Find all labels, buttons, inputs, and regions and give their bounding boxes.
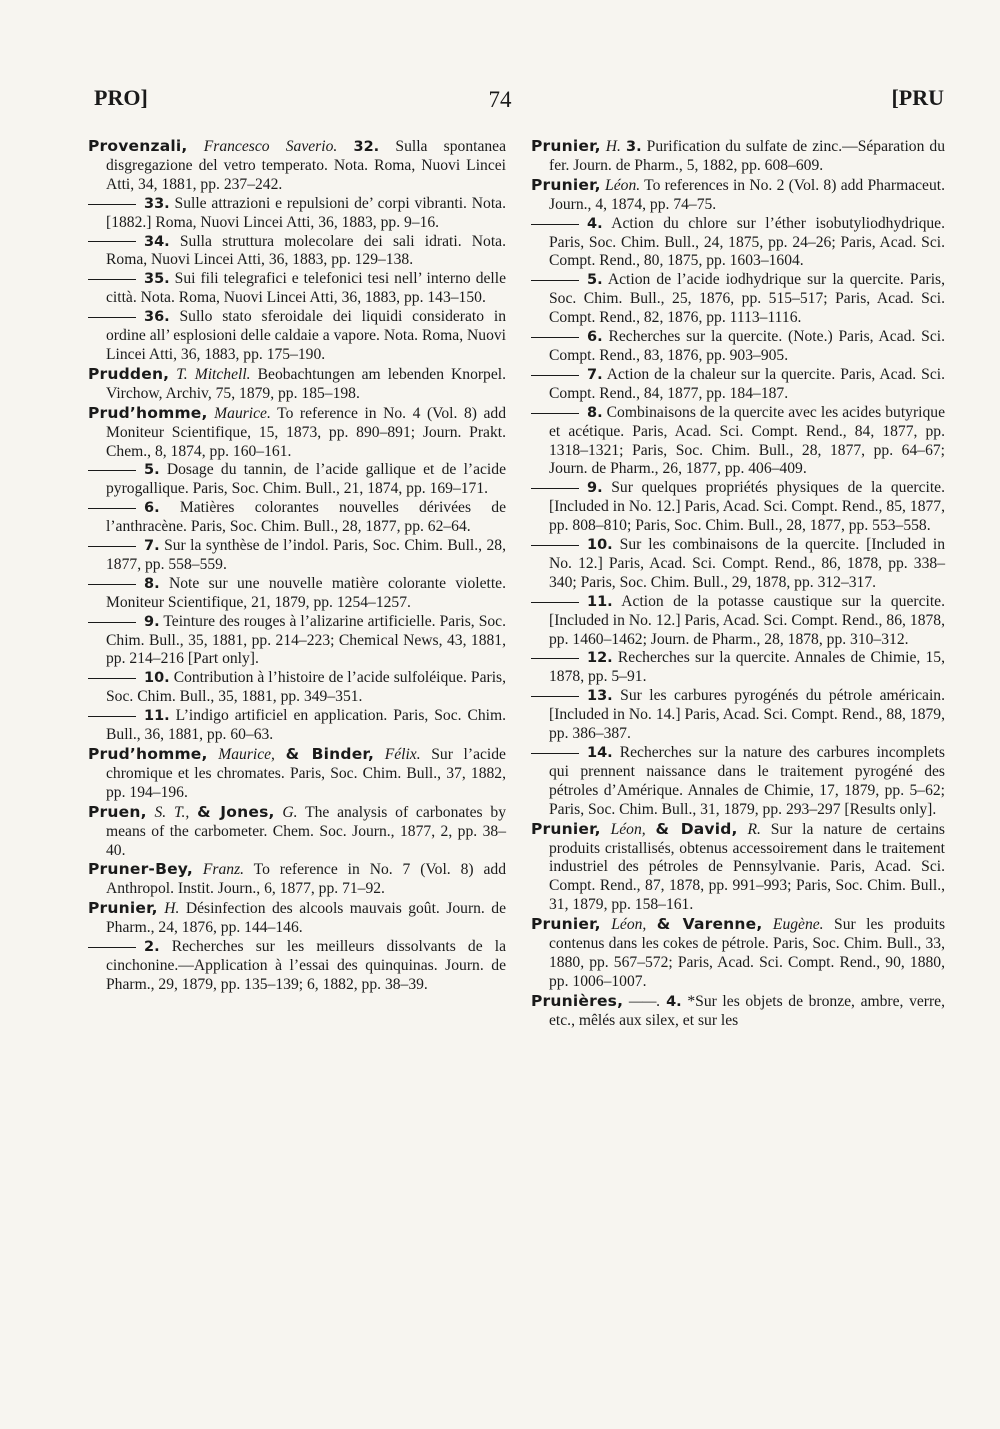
author-entry	[88, 404, 506, 462]
entry-text: Matières colorantes nouvelles dérivées de l’anthracène. Paris, Soc. Chim. Bull., 28, 1877, pp. 62–64.	[106, 499, 506, 536]
entry-number: 35.	[144, 271, 170, 288]
ditto-dash	[88, 470, 136, 471]
ditto-dash	[531, 488, 579, 489]
entry-number: 7.	[144, 538, 160, 555]
ditto-dash	[531, 337, 579, 338]
author-given-name: S. T.,	[154, 803, 190, 821]
entry-number: 9.	[587, 480, 603, 497]
sub-entry	[531, 328, 945, 366]
author-name: Prunier,	[88, 899, 158, 918]
entry-text: L’indigo artificiel en application. Paris, Soc. Chim. Bull., 36, 1881, pp. 60–63.	[106, 707, 506, 744]
author-name: Prud’homme,	[88, 403, 208, 422]
coauthor-name: & David,	[655, 819, 738, 838]
author-name: Prudden,	[88, 364, 170, 383]
entry-number: 5.	[587, 272, 603, 289]
sub-entry	[531, 649, 945, 687]
entry-text: Sulla spontanea disgregazione del vetro temperato. Nota. Roma, Nuovi Lincei Atti, 34, 1881, pp. 237–242.	[106, 138, 507, 193]
coauthor-name: & Jones,	[197, 802, 275, 821]
entry-number: 34.	[144, 233, 170, 250]
author-name: Prunier,	[531, 915, 601, 934]
author-entry	[88, 745, 506, 803]
entry-number: 9.	[144, 613, 160, 630]
ditto-dash	[531, 658, 579, 659]
author-given-name: Léon,	[610, 820, 646, 838]
entry-text: Beobachtungen am lebenden Knorpel. Virchow, Archiv, 75, 1879, pp. 185–198.	[106, 365, 507, 402]
sub-entry	[88, 537, 506, 575]
entry-text: Sulla struttura molecolare dei sali idrati. Nota. Roma, Nuovi Lincei Atti, 36, 1883, pp. 129–138.	[106, 232, 506, 269]
sub-entry	[88, 195, 506, 233]
author-given-name: Léon,	[611, 916, 647, 934]
entry-number: 14.	[587, 745, 613, 761]
author-entry	[531, 820, 945, 916]
entry-text: Combinaisons de la quercite avec les acides butyrique et acétique. Paris, Acad. Sci. Compt. Rend., 84, 1877, pp. 1318–1321; Paris, Soc. Chim. Bull., 28, 1877, pp. 64–67; Journ. de Pharm., 26, 1877, pp. 406–409.	[549, 403, 945, 478]
entry-text: Sur les combinaisons de la quercite. [Included in No. 12.] Paris, Acad. Sci. Compt. Rend., 86, 1878, pp. 338–340; Paris, Soc. Chim. Bull., 29, 1878, pp. 312–317.	[549, 536, 945, 591]
sub-entry	[531, 536, 945, 593]
entry-text: Recherches sur la quercite. Annales de Chimie, 15, 1878, pp. 5–91.	[549, 649, 945, 686]
entry-text: Action de l’acide iodhydrique sur la quercite. Paris, Soc. Chim. Bull., 25, 1876, pp. 515–517; Paris, Acad. Sci. Compt. Rend., 82, 1876, pp. 1113–1116.	[549, 271, 945, 327]
author-given-name: Francesco Saverio.	[203, 138, 338, 155]
entry-text: Désinfection des alcools mauvais goût. Journ. de Pharm., 24, 1876, pp. 144–146.	[106, 900, 506, 937]
entry-text: Sur quelques propriétés physiques de la quercite. [Included in No. 12.] Paris, Acad. Sci. Compt. Rend., 85, 1877, pp. 808–810; Paris, Soc. Chim. Bull., 28, 1877, pp. 553–558.	[549, 479, 945, 535]
sub-entry	[531, 744, 945, 820]
entry-number: 10.	[587, 537, 613, 554]
entry-number: 4.	[587, 215, 603, 232]
sub-entry	[88, 938, 506, 995]
entry-number: 13.	[587, 688, 613, 705]
author-entry	[88, 803, 506, 861]
author-entry	[88, 137, 506, 195]
author-given-name: Franz.	[202, 861, 245, 879]
sub-entry	[531, 215, 945, 272]
sub-entry	[88, 461, 506, 499]
running-head-right: [PRU	[891, 85, 944, 110]
ditto-dash	[531, 375, 579, 376]
ditto-dash	[88, 947, 136, 948]
author-name: Pruner-Bey,	[88, 860, 193, 879]
sub-entry	[88, 575, 506, 613]
author-given-name: Léon.	[605, 176, 641, 194]
sub-entry	[531, 593, 945, 650]
entry-text: Action de la potasse caustique sur la quercite. [Included in No. 12.] Paris, Acad. Sci. Compt. Rend., 86, 1878, pp. 1460–1462; Journ. de Pharm., 28, 1878, pp. 310–312.	[549, 592, 946, 648]
entry-text: Action de la chaleur sur la quercite. Paris, Acad. Sci. Compt. Rend., 84, 1877, pp. 184–187.	[549, 365, 945, 402]
ditto-dash	[88, 279, 136, 280]
entry-text: Sui fili telegrafici e telefonici tesi nell’ interno delle città. Nota. Roma, Nuovi Lincei Atti, 36, 1883, pp. 143–150.	[106, 270, 506, 307]
entry-text: Contribution à l’histoire de l’acide sulfoléique. Paris, Soc. Chim. Bull., 35, 1881, pp. 349–351.	[106, 669, 506, 706]
entry-number: 3.	[626, 139, 642, 155]
entry-text: Purification du sulfate de zinc.—Séparation du fer. Journ. de Pharm., 5, 1882, pp. 608–609.	[549, 138, 945, 174]
running-head-left: PRO]	[94, 85, 148, 110]
coauthor-name: & Varenne,	[656, 915, 763, 934]
ditto-dash	[88, 678, 136, 679]
entry-number: 32.	[353, 139, 380, 155]
entry-text: Sur la synthèse de l’indol. Paris, Soc. Chim. Bull., 28, 1877, pp. 558–559.	[106, 537, 506, 573]
entry-text: Action du chlore sur l’éther isobutyliodhydrique. Paris, Soc. Chim. Bull., 24, 1875, pp. 24–26; Paris, Acad. Sci. Compt. Rend., 80, 1875, pp. 1603–1604.	[549, 214, 945, 270]
entry-text: To reference in No. 7 (Vol. 8) add Anthropol. Instit. Journ., 6, 1877, pp. 71–92.	[106, 861, 506, 898]
ditto-dash	[531, 753, 579, 754]
entry-text: Note sur une nouvelle matière colorante violette. Moniteur Scientifique, 21, 1879, pp. 1254–1257.	[106, 574, 506, 611]
author-given-name: Maurice,	[218, 746, 275, 763]
coauthor-given-name: G.	[282, 803, 298, 821]
ditto-dash	[531, 545, 579, 546]
author-entry	[531, 176, 945, 215]
entry-text: Sulle attrazioni e repulsioni de’ corpi vibranti. Nota. [1882.] Roma, Nuovi Lincei Atti, 36, 1883, pp. 9–16.	[106, 194, 506, 231]
sub-entry	[531, 404, 945, 480]
ditto-dash	[88, 317, 136, 318]
sub-entry	[88, 499, 506, 537]
ditto-dash	[88, 622, 136, 623]
entry-text: Sur la nature de certains produits cristallisés, obtenus accessoirement dans le traitement industriel des pétroles de Pennsylvanie. Paris, Acad. Sci. Compt. Rend., 87, 1878, pp. 991–993; Paris, Soc. Chim. Bull., 31, 1879, pp. 158–161.	[549, 820, 945, 914]
ditto-dash	[531, 413, 579, 414]
ditto-dash	[531, 280, 579, 281]
entry-number: 5.	[144, 462, 160, 479]
entry-number: 4.	[666, 993, 682, 1010]
sub-entry	[531, 271, 945, 328]
entry-number: 8.	[587, 404, 603, 421]
sub-entry	[88, 669, 506, 707]
author-entry	[531, 915, 945, 992]
ditto-dash	[88, 508, 136, 509]
ditto-dash	[88, 241, 136, 242]
author-given-name: H.	[164, 900, 180, 918]
entry-text: Recherches sur la nature des carbures incomplets qui prennent naissance dans le traitement pyrogéné des pétroles d’Amérique. Annales de Chimie, 17, 1879, pp. 5–62; Paris, Soc. Chim. Bull., 31, 1879, pp. 293–297 [Results only].	[549, 744, 945, 818]
left-column	[88, 137, 506, 995]
page-number: 74	[488, 87, 512, 112]
entry-number: 7.	[587, 366, 603, 383]
entry-number: 6.	[144, 500, 160, 517]
ditto-dash	[531, 602, 579, 603]
entry-text: Sur les produits contenus dans les cokes de pétrole. Paris, Soc. Chim. Bull., 33, 1880, pp. 567–572; Paris, Acad. Sci. Compt. Rend., 90, 1880, pp. 1006–1007.	[549, 916, 946, 990]
entry-number: 8.	[144, 575, 160, 592]
author-entry	[88, 860, 506, 899]
entry-number: 10.	[144, 670, 170, 687]
entry-number: 12.	[587, 650, 613, 667]
entry-text: Dosage du tannin, de l’acide gallique et de l’acide pyrogallique. Paris, Soc. Chim. Bull., 21, 1874, pp. 169–171.	[106, 461, 506, 498]
coauthor-given-name: R.	[747, 820, 761, 838]
entry-number: 36.	[144, 309, 170, 326]
entry-number: 33.	[144, 195, 170, 212]
sub-entry	[88, 707, 506, 745]
ditto-dash	[88, 204, 136, 205]
author-given-name: Maurice.	[214, 404, 271, 422]
entry-text: Recherches sur les meilleurs dissolvants de la cinchonine.—Application à l’essai des quinquinas. Journ. de Pharm., 29, 1879, pp. 135–139; 6, 1882, pp. 38–39.	[106, 938, 506, 993]
entry-number: 11.	[587, 593, 613, 610]
sub-entry	[88, 308, 506, 365]
sub-entry	[88, 613, 506, 670]
ditto-dash	[88, 716, 136, 717]
author-given-name: H.	[605, 138, 621, 155]
entry-text: To references in No. 2 (Vol. 8) add Pharmaceut. Journ., 4, 1874, pp. 74–75.	[549, 176, 945, 213]
entry-text: Sullo stato sferoidale dei liquidi considerato in ordine all’ esplosioni delle caldaie a vapore. Nota. Roma, Nuovi Lincei Atti, 36, 1883, pp. 175–190.	[106, 308, 506, 363]
sub-entry	[531, 687, 945, 744]
entry-number: 11.	[144, 708, 170, 725]
author-entry	[88, 899, 506, 938]
ditto-dash	[88, 546, 136, 547]
author-entry	[88, 365, 506, 404]
entry-text: Sur l’acide chromique et les chromates. Paris, Soc. Chim. Bull., 37, 1882, pp. 194–196.	[106, 746, 506, 801]
entry-text: *Sur les objets de bronze, ambre, verre, etc., mêlés aux silex, et sur les	[549, 992, 945, 1029]
sub-entry	[531, 366, 945, 404]
sub-entry	[88, 270, 506, 308]
coauthor-given-name: Eugène.	[772, 916, 824, 934]
sub-entry	[88, 233, 506, 271]
ditto-dash	[531, 696, 579, 697]
right-column	[531, 137, 945, 1031]
author-name: Pruen,	[88, 802, 147, 821]
author-name: Prunier,	[531, 819, 601, 838]
author-entry	[531, 992, 945, 1031]
author-given-name: T. Mitchell.	[176, 365, 251, 383]
entry-text: Recherches sur la quercite. (Note.) Paris, Acad. Sci. Compt. Rend., 83, 1876, pp. 903–905.	[549, 328, 945, 364]
entry-text: Sur les carbures pyrogénés du pétrole américain. [Included in No. 14.] Paris, Acad. Sci. Compt. Rend., 88, 1879, pp. 386–387.	[549, 687, 945, 743]
author-name: Prunières,	[531, 991, 624, 1010]
author-name: Prunier,	[531, 137, 601, 155]
entry-text: The analysis of carbonates by means of the carbometer. Chem. Soc. Journ., 1877, 2, pp. 38–40.	[106, 803, 506, 859]
author-given-name: ——.	[628, 992, 661, 1010]
sub-entry	[531, 479, 945, 536]
entry-number: 6.	[587, 329, 603, 346]
author-entry	[531, 137, 945, 176]
ditto-dash	[531, 224, 579, 225]
author-name: Prunier,	[531, 175, 601, 194]
ditto-dash	[88, 584, 136, 585]
author-name: Provenzali,	[88, 137, 188, 155]
coauthor-name: & Binder,	[285, 745, 375, 763]
coauthor-given-name: Félix.	[384, 746, 421, 763]
author-name: Prud’homme,	[88, 745, 208, 763]
entry-text: To reference in No. 4 (Vol. 8) add Moniteur Scientifique, 15, 1873, pp. 890–891; Journ. Prakt. Chem., 8, 1874, pp. 160–161.	[106, 404, 506, 460]
entry-text: Teinture des rouges à l’alizarine artificielle. Paris, Soc. Chim. Bull., 35, 1881, pp. 214–223; Chemical News, 43, 1881, pp. 214–216 [Part only].	[106, 612, 506, 668]
entry-number: 2.	[144, 939, 160, 956]
